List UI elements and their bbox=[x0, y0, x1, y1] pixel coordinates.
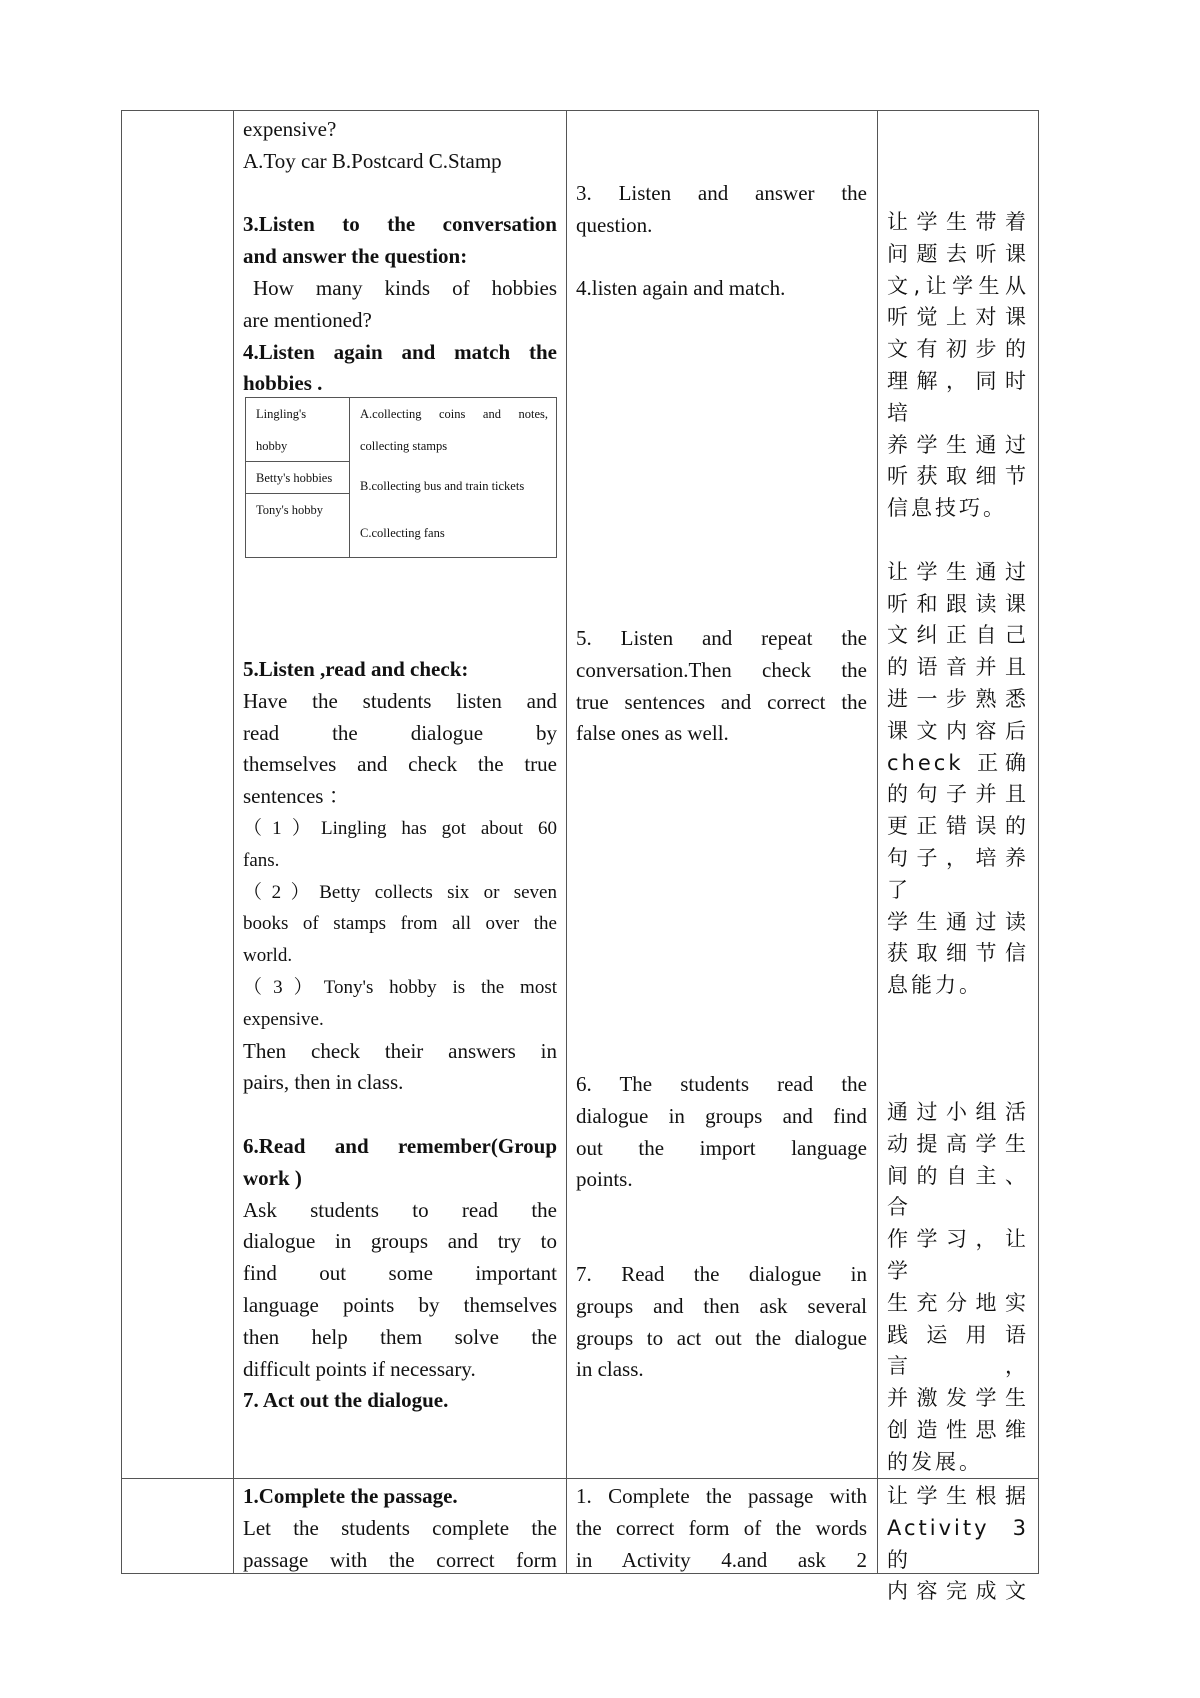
text-line: read the dialogue by bbox=[243, 720, 557, 745]
text-line: the correct form of the words bbox=[576, 1515, 867, 1540]
match-option: C.collecting fans bbox=[360, 526, 445, 540]
match-row-label: Tony's hobby bbox=[256, 503, 324, 517]
text-line: 学生通过读 bbox=[887, 909, 1029, 934]
text-line: check 正确 bbox=[887, 750, 1029, 775]
text-line: expensive. bbox=[243, 1008, 324, 1030]
text-line: Ask students to read the bbox=[243, 1197, 557, 1222]
text-line: 并激发学生 bbox=[887, 1386, 1029, 1411]
text-line: sentences ： bbox=[243, 784, 350, 809]
match-option: collecting stamps bbox=[360, 439, 448, 453]
match-row-label: Betty's hobbies bbox=[256, 471, 333, 485]
text-line: Let the students complete the bbox=[243, 1515, 557, 1540]
section-heading: 7. Act out the dialogue. bbox=[243, 1388, 449, 1413]
text-line: passage with the correct form bbox=[243, 1547, 557, 1572]
student-activity-column bbox=[576, 178, 867, 305]
column-divider bbox=[233, 111, 234, 1573]
section-heading: work ) bbox=[243, 1165, 302, 1190]
text-line: 生充分地实 bbox=[887, 1290, 1029, 1315]
teacher-activity-column-lower bbox=[243, 654, 557, 1417]
student-activity-column bbox=[576, 1069, 867, 1196]
text-line: 通过小组活 bbox=[887, 1100, 1029, 1124]
match-row-label: hobby bbox=[256, 439, 288, 453]
text-line: books of stamps from all over the bbox=[243, 913, 557, 935]
text-line: 息能力。 bbox=[887, 973, 983, 998]
text-line: 信息技巧。 bbox=[887, 496, 1007, 521]
text-line: Activity 3 的 bbox=[887, 1515, 1029, 1572]
text-line: pairs, then in class. bbox=[243, 1070, 404, 1095]
text-line: groups to act out the dialogue bbox=[576, 1325, 867, 1350]
section-heading: 4.Listen again and match the bbox=[243, 339, 557, 364]
text-line: 文有初步的 bbox=[887, 337, 1029, 362]
design-intent-column bbox=[887, 1097, 1029, 1479]
text-line: difficult points if necessary. bbox=[243, 1356, 476, 1381]
text-line: 获取细节信 bbox=[887, 941, 1029, 966]
text-line: then help them solve the bbox=[243, 1324, 557, 1349]
text-line: 创造性思维 bbox=[887, 1417, 1029, 1442]
text-line: in class. bbox=[576, 1357, 644, 1382]
text-line: 的语音并且 bbox=[887, 655, 1029, 680]
text-line: themselves and check the true bbox=[243, 752, 557, 777]
column-divider bbox=[877, 111, 878, 1573]
text-line: 让学生带着 bbox=[887, 210, 1029, 234]
match-table bbox=[245, 397, 557, 558]
text-line: 5. Listen and repeat the bbox=[576, 626, 867, 650]
column-divider bbox=[566, 111, 567, 1573]
text-line: How many kinds of hobbies bbox=[253, 275, 557, 300]
text-line: false ones as well. bbox=[576, 721, 729, 746]
student-activity-column bbox=[576, 1259, 867, 1386]
text-line: 课文内容后 bbox=[887, 718, 1029, 743]
text-line: 文纠正自己 bbox=[887, 623, 1029, 648]
text-line: （2）Betty collects six or seven bbox=[243, 881, 557, 903]
student-activity-next-row bbox=[576, 1481, 867, 1576]
lesson-plan-table bbox=[121, 110, 1039, 1604]
text-line: 1. Complete the passage with bbox=[576, 1484, 867, 1508]
text-line: Have the students listen and bbox=[243, 688, 557, 713]
text-line: 间的自主、合 bbox=[887, 1163, 1029, 1220]
design-intent-next-row bbox=[887, 1481, 1029, 1608]
text-line: 践运用语言， bbox=[887, 1322, 1029, 1379]
design-intent-column bbox=[887, 207, 1029, 1002]
text-line: question. bbox=[576, 212, 653, 237]
section-heading: 1.Complete the passage. bbox=[243, 1484, 458, 1508]
text-line: 进一步熟悉 bbox=[887, 686, 1029, 711]
text-line: 让学生通过 bbox=[887, 559, 1029, 584]
text-line: 理解，同时培 bbox=[887, 368, 1029, 425]
text-line: 听觉上对课 bbox=[887, 305, 1029, 330]
text-line: are mentioned? bbox=[243, 307, 372, 332]
text-line: 3. Listen and answer the bbox=[576, 181, 867, 205]
section-heading: and answer the question: bbox=[243, 244, 468, 269]
text-line: 听和跟读课 bbox=[887, 591, 1029, 616]
text-line: A.Toy car B.Postcard C.Stamp bbox=[243, 148, 502, 173]
text-line: 7. Read the dialogue in bbox=[576, 1262, 867, 1286]
section-heading: hobbies . bbox=[243, 371, 323, 396]
text-line: 6. The students read the bbox=[576, 1072, 867, 1096]
text-line: 作学习，让学 bbox=[887, 1227, 1029, 1283]
match-row-label: Lingling's bbox=[256, 407, 307, 421]
text-line: 问题去听课 bbox=[887, 241, 1029, 266]
text-line: Then check their answers in bbox=[243, 1038, 557, 1063]
match-divider bbox=[349, 398, 350, 557]
section-heading: 5.Listen ,read and check: bbox=[243, 657, 469, 681]
text-line: points. bbox=[576, 1167, 633, 1192]
text-line: 让学生根据 bbox=[887, 1484, 1029, 1508]
text-line: language points by themselves bbox=[243, 1292, 557, 1317]
text-line: find out some important bbox=[243, 1261, 557, 1286]
text-line: dialogue in groups and try to bbox=[243, 1229, 557, 1254]
section-heading: 3.Listen to the conversation bbox=[243, 212, 557, 237]
text-line: world. bbox=[243, 945, 293, 967]
text-line: conversation.Then check the bbox=[576, 657, 867, 682]
text-line: 内容完成文 bbox=[887, 1579, 1029, 1604]
student-activity-column bbox=[576, 623, 867, 750]
teacher-activity-next-row bbox=[243, 1481, 557, 1576]
text-line: 养学生通过 bbox=[887, 432, 1029, 457]
text-line: 更正错误的 bbox=[887, 814, 1029, 839]
section-heading: 6.Read and remember(Group bbox=[243, 1133, 557, 1158]
text-line: （1）Lingling has got about 60 bbox=[243, 817, 557, 839]
text-line: fans. bbox=[243, 849, 280, 871]
text-line: （3）Tony's hobby is the most bbox=[243, 976, 557, 998]
text-line: 动提高学生 bbox=[887, 1131, 1029, 1156]
text-line: groups and then ask several bbox=[576, 1293, 867, 1318]
match-option: B.collecting bus and train tickets bbox=[360, 479, 525, 493]
text-line: out the import language bbox=[576, 1135, 867, 1160]
text-line: 句子，培养了 bbox=[887, 845, 1029, 902]
text-line: expensive? bbox=[243, 117, 337, 141]
text-line: true sentences and correct the bbox=[576, 689, 867, 714]
teacher-activity-column bbox=[243, 114, 557, 400]
match-option: A.collecting coins and notes, bbox=[360, 407, 548, 421]
text-line: 听获取细节 bbox=[887, 464, 1029, 489]
text-line: 文,让学生从 bbox=[887, 273, 1029, 298]
text-line: 4.listen again and match. bbox=[576, 276, 786, 301]
text-line: dialogue in groups and find bbox=[576, 1103, 867, 1128]
text-line: in Activity 4.and ask 2 bbox=[576, 1547, 867, 1572]
text-line: 的发展。 bbox=[887, 1449, 983, 1474]
text-line: 的句子并且 bbox=[887, 782, 1029, 807]
